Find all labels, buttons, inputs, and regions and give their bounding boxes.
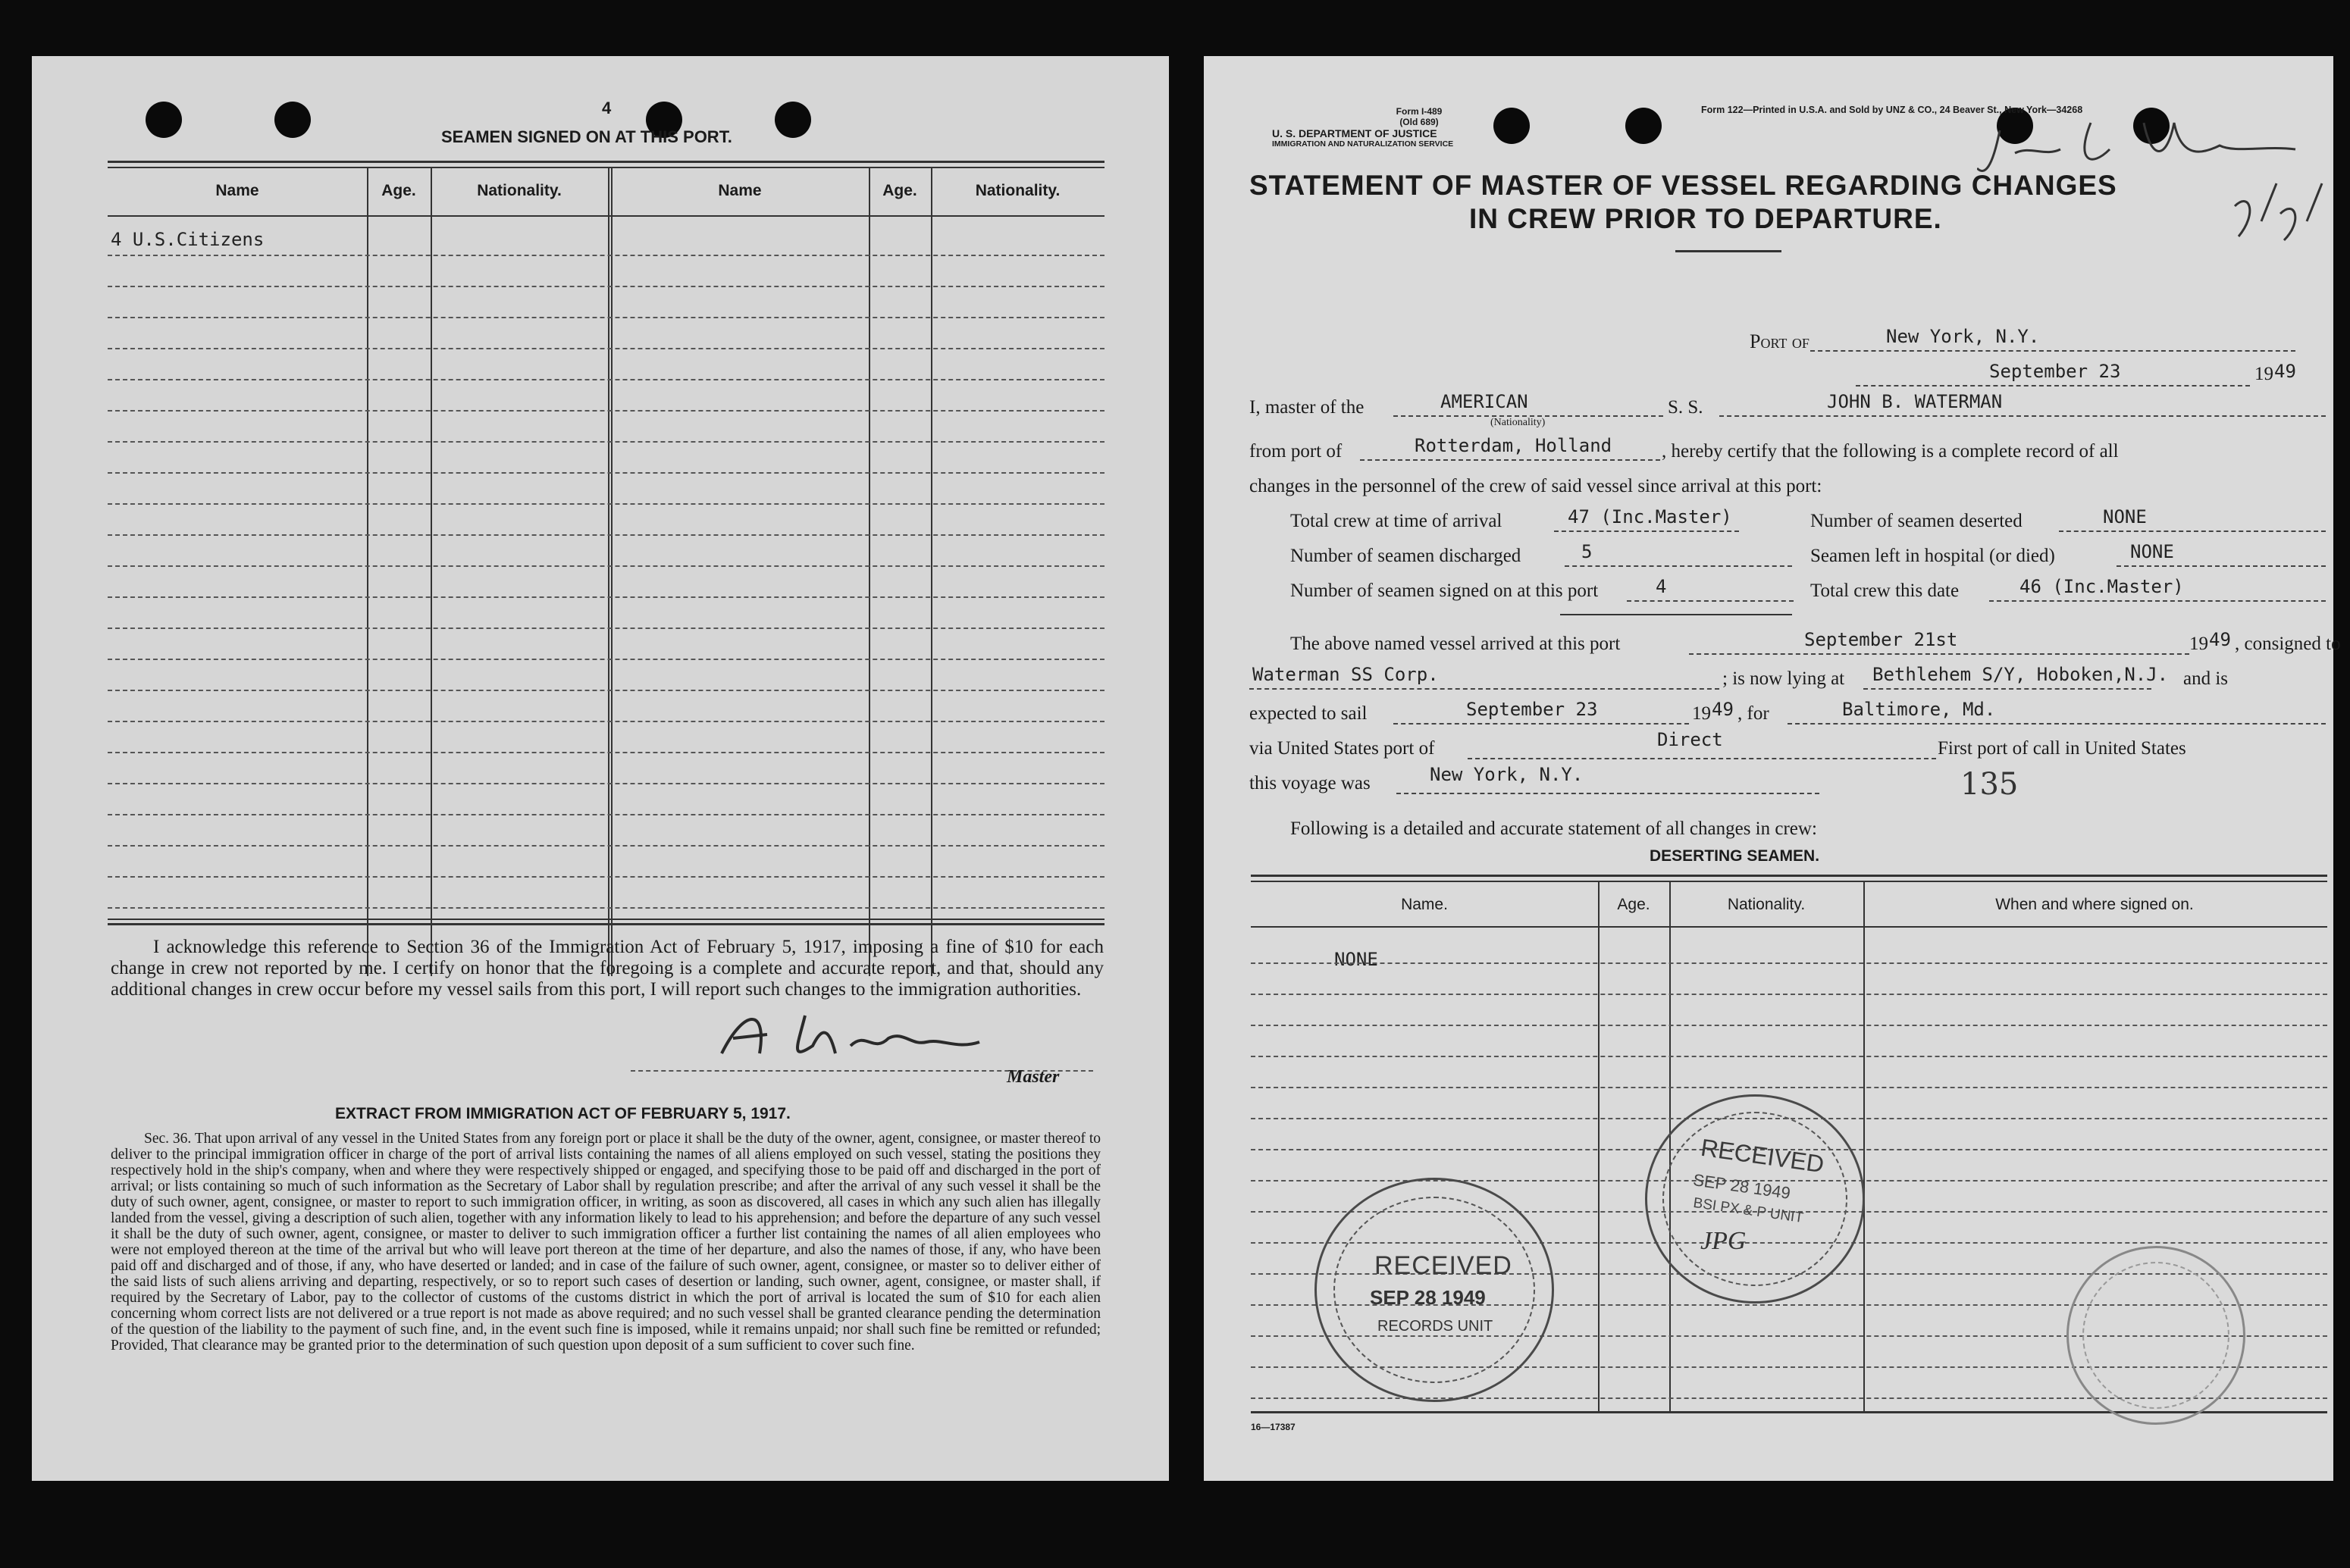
- table-row-rule: [108, 472, 1104, 474]
- year-prefix: 19: [2254, 364, 2273, 384]
- table-row-rule: [108, 659, 1104, 660]
- deserting-heading: DESERTING SEAMEN.: [1650, 847, 1820, 865]
- stamp2-unit: BSI PX & P UNIT: [1692, 1194, 1805, 1227]
- table-row-rule: [108, 907, 1104, 909]
- discharged-value: 5: [1581, 541, 1593, 562]
- printer-note: Form 122—Printed in U.S.A. and Sold by UNZ & CO., 24 Beaver St., New York—34268: [1701, 105, 2083, 115]
- year-value: 49: [2274, 361, 2296, 382]
- via-label: via United States port of: [1249, 738, 1435, 759]
- column-header-nationality-2: Nationality.: [975, 182, 1061, 199]
- total-crew-date-label: Total crew this date: [1810, 581, 1960, 601]
- table-row-rule: [1251, 1056, 2327, 1057]
- total-crew-date-value: 46 (Inc.Master): [2019, 576, 2184, 597]
- form-old-id: (Old 689): [1399, 117, 1439, 127]
- stamp1-unit: RECORDS UNIT: [1377, 1318, 1493, 1335]
- table-row-rule: [108, 317, 1104, 318]
- first-port-label: First port of call in United States: [1938, 738, 2186, 759]
- expected-value: September 23: [1466, 699, 1598, 720]
- stamp2-date: SEP 28 1949: [1691, 1170, 1792, 1203]
- table-row-rule: [1251, 1025, 2327, 1026]
- stamp1-date: SEP 28 1949: [1370, 1286, 1486, 1309]
- following-text: Following is a detailed and accurate statement of all changes in crew:: [1290, 818, 1817, 839]
- table-row-rule: [108, 286, 1104, 287]
- date-value: September 23: [1989, 361, 2121, 382]
- extract-text: [111, 1131, 1101, 1354]
- stamped-number: 135: [1960, 767, 2019, 802]
- extract-body: That upon arrival of any vessel in the United States from any foreign port or place it shall be the duty of the owner, agent, consignee, or master thereof to deliver to the principal immigration officer in charge of the port of arrival lists containing the names of all aliens employed on such vessel, stating the positions they respectively hold in the ship's company, when and where they were respectively shipped or engaged, and specifying those to be paid off and discharged in the port of arrival; or lists containing so much of such information as the Secretary of Labor shall by regulation prescribe; and after the arrival of any such vessel it shall be the duty of such owner, agent, consignee, or master to report to such immigration officer, in writing, as soon as discovered, all cases in which any such alien has illegally landed from the vessel, giving a description of such alien, together with any information likely to lead to his apprehension; and before the departure of any such vessel it shall be the duty of such owner, agent, consignee, or master to deliver to such immigration officer a further list containing the names of all alien employees who were not employed thereon at the time of the arrival but who will leave port thereon at the time of her departure, and also the names of those, if any, who have been paid off and discharged and of those, if any, who have deserted or landed; and in case of the failure of such owner, agent, consignee, or master so to deliver either of the said lists of such aliens arriving and departing, respectively, or so to report such cases of desertion or landing, such owner, agent, consignee, or master shall, if required by the Secretary of Labor, pay to the collector of customs of the customs district in which the port of arrival is located the sum of $10 for each alien concerning whom correct lists are not delivered or a true report is not made as above required; and no such vessel shall be granted clearance pending the determination of the question of the liability to the payment of such fine, and, in the event such fine is imposed, while it remains unpaid; nor shall such fine be remitted or refunded; Provided, That clearance may be granted prior to the determination of such question upon deposit of a sum sufficient to cover such fine.: [111, 1131, 1101, 1354]
- lying-value: Bethlehem S/Y, Hoboken,N.J.: [1872, 664, 2169, 685]
- hospital-value: NONE: [2130, 541, 2174, 562]
- footer-code: 16—17387: [1251, 1422, 1296, 1432]
- desert-column-header-nationality: Nationality.: [1727, 896, 1806, 913]
- total-crew-arrival-value: 47 (Inc.Master): [1568, 506, 1732, 527]
- stamp2-initials: JPG: [1700, 1227, 1747, 1255]
- form-title-line2: IN CREW PRIOR TO DEPARTURE.: [1469, 203, 1942, 234]
- punch-hole: [146, 102, 182, 138]
- desert-column-header-age: Age.: [1617, 896, 1650, 913]
- lying-label: ; is now lying at: [1722, 668, 1845, 689]
- voyage-label: this voyage was: [1249, 773, 1371, 793]
- punch-hole: [775, 102, 811, 138]
- faint-rotated-stamp: [2052, 1232, 2259, 1438]
- service-name: IMMIGRATION AND NATURALIZATION SERVICE: [1272, 139, 1454, 149]
- table-row-rule: [1251, 962, 2327, 964]
- table-row-rule: [108, 721, 1104, 722]
- table-row-rule: [108, 503, 1104, 505]
- table-row-rule: [1251, 1087, 2327, 1088]
- desert-column-header-name: Name.: [1401, 896, 1448, 913]
- column-header-age-2: Age.: [882, 182, 917, 199]
- arrived-year: 49: [2209, 629, 2231, 650]
- nationality-caption: (Nationality): [1490, 417, 1546, 428]
- stamp2-title: RECEIVED: [1699, 1133, 1826, 1178]
- ss-label: S. S.: [1668, 397, 1703, 418]
- table-row-rule: [108, 441, 1104, 443]
- signed-on-entry: 4 U.S.Citizens: [111, 229, 265, 250]
- table-row-rule: [108, 690, 1104, 691]
- page-number: 4: [602, 99, 612, 117]
- department-name: U. S. DEPARTMENT OF JUSTICE: [1272, 127, 1437, 139]
- table-row-rule: [108, 565, 1104, 567]
- left-page: [32, 56, 1169, 1481]
- received-stamp-bsi-unit: [1645, 1094, 1865, 1304]
- via-value: Direct: [1657, 729, 1723, 750]
- table-row-rule: [1251, 994, 2327, 995]
- consignee-value: Waterman SS Corp.: [1252, 664, 1439, 685]
- signature-role: Master: [1007, 1067, 1060, 1087]
- stamp1-title: RECEIVED: [1374, 1251, 1512, 1280]
- changes-text: changes in the personnel of the crew of said vessel since arrival at this port:: [1249, 476, 1822, 496]
- punch-hole: [1493, 108, 1530, 144]
- table-row-rule: [108, 783, 1104, 784]
- and-is-text: and is: [2183, 668, 2229, 689]
- from-port-value: Rotterdam, Holland: [1415, 435, 1612, 456]
- form-title-line1: STATEMENT OF MASTER OF VESSEL REGARDING CHANGES: [1249, 170, 2117, 201]
- extract-title: EXTRACT FROM IMMIGRATION ACT OF FEBRUARY 5, 1917.: [335, 1105, 791, 1122]
- table-row-rule: [108, 596, 1104, 598]
- discharged-label: Number of seamen discharged: [1290, 546, 1521, 566]
- from-port-label: from port of: [1249, 441, 1343, 462]
- table-row-rule: [108, 534, 1104, 536]
- port-label: Port of: [1750, 330, 1810, 352]
- seamen-signed-heading: SEAMEN SIGNED ON AT THIS PORT.: [441, 127, 732, 146]
- punch-hole: [1625, 108, 1662, 144]
- ship-name: JOHN B. WATERMAN: [1827, 391, 2003, 412]
- punch-hole: [274, 102, 311, 138]
- signed-on-label: Number of seamen signed on at this port: [1290, 581, 1599, 601]
- nationality-value: AMERICAN: [1440, 391, 1528, 412]
- table-row-rule: [108, 628, 1104, 629]
- master-signature: [714, 1000, 1002, 1076]
- column-header-nationality: Nationality.: [477, 182, 562, 199]
- table-row-rule: [108, 814, 1104, 815]
- voyage-value: New York, N.Y.: [1430, 764, 1584, 785]
- expected-year: 49: [1712, 699, 1734, 720]
- deserted-value: NONE: [2103, 506, 2147, 527]
- certify-text: , hereby certify that the following is a complete record of all: [1662, 441, 2119, 462]
- arrived-label: The above named vessel arrived at this port: [1290, 634, 1621, 654]
- expected-label: expected to sail: [1249, 703, 1368, 724]
- expected-year-prefix: 19: [1692, 703, 1711, 724]
- table-row-rule: [108, 410, 1104, 412]
- port-value: New York, N.Y.: [1886, 326, 2040, 347]
- right-page: [1204, 56, 2341, 1481]
- table-row-rule: [108, 876, 1104, 878]
- table-row-rule: [108, 379, 1104, 380]
- master-prefix: I, master of the: [1249, 397, 1365, 418]
- for-label: , for: [1737, 703, 1769, 724]
- table-row-rule: [108, 255, 1104, 256]
- signed-on-value: 4: [1656, 576, 1667, 597]
- deserted-label: Number of seamen deserted: [1810, 511, 2023, 531]
- acknowledgement-text: I acknowledge this reference to Section 36 of the Immigration Act of February 5, 1917, imposing a fine of $10 for each change in crew not reported by me. I certify on honor that the foregoing is a complete and accurate report, and that, should any additional changes in crew occur before my vessel sails from this port, I will report such changes to the immigration authorities.: [111, 937, 1104, 1000]
- desert-column-header-signed-on: When and where signed on.: [1995, 896, 2194, 913]
- consigned-label: , consigned to: [2235, 634, 2341, 654]
- column-header-age: Age.: [381, 182, 416, 199]
- column-header-name: Name: [215, 182, 259, 199]
- arrived-year-prefix: 19: [2189, 634, 2208, 654]
- for-value: Baltimore, Md.: [1842, 699, 1996, 720]
- total-crew-arrival-label: Total crew at time of arrival: [1290, 511, 1502, 531]
- table-row-rule: [108, 845, 1104, 847]
- extract-section-label: Sec. 36.: [144, 1131, 192, 1147]
- column-header-name-2: Name: [718, 182, 762, 199]
- table-row-rule: [108, 752, 1104, 753]
- form-id: Form I-489: [1396, 106, 1443, 117]
- arrived-value: September 21st: [1804, 629, 1958, 650]
- table-row-rule: [108, 348, 1104, 349]
- received-stamp-records-unit: [1314, 1178, 1554, 1402]
- deserting-entry: NONE: [1334, 949, 1378, 970]
- hospital-label: Seamen left in hospital (or died): [1810, 546, 2055, 566]
